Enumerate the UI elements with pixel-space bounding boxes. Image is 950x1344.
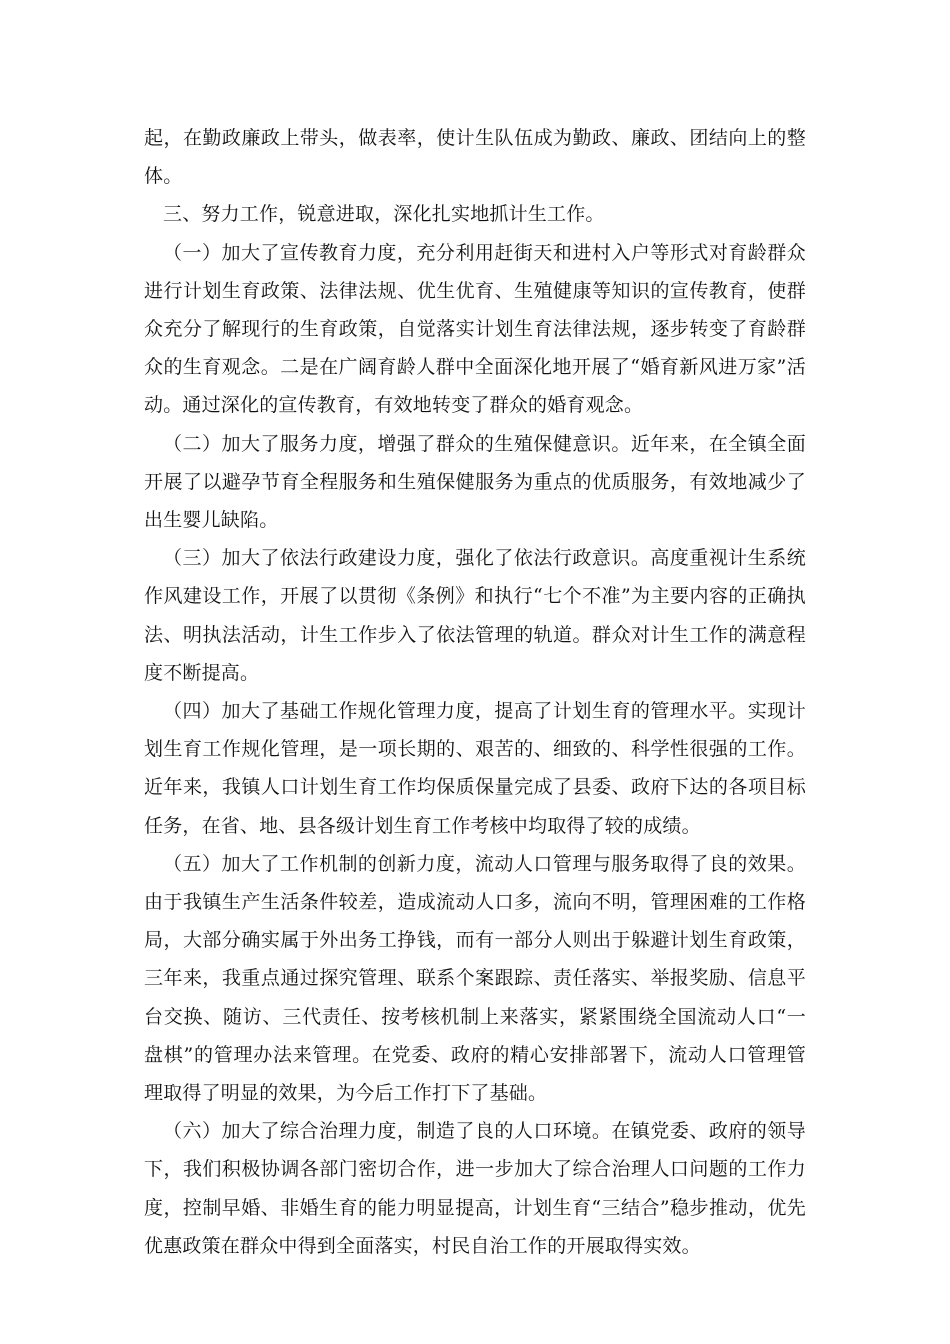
paragraph-item-1: （一）加大了宣传教育力度，充分利用赶街天和进村入户等形式对育龄群众进行计划生育政策、法律法规、优生优育、生殖健康等知识的宣传教育，使群众充分了解现行的生育政策，自觉落实计划生育法律法规，逐步转变了育龄群众的生育观念。二是在广阔育龄人群中全面深化地开展了“婚育新风进万家”活动。通过深化的宣传教育，有效地转变了群众的婚育观念。: [144, 241, 806, 417]
paragraph-item-3: （三）加大了依法行政建设力度，强化了依法行政意识。高度重视计生系统作风建设工作，开展了以贯彻《条例》和执行“七个不准”为主要内容的正确执法、明执法活动，计生工作步入了依法管理的轨道。群众对计生工作的满意程度不断提高。: [144, 547, 806, 684]
paragraph-continuation: 起，在勤政廉政上带头，做表率，使计生队伍成为勤政、廉政、团结向上的整体。: [144, 127, 806, 188]
section-heading-three: 三、努力工作，锐意进取，深化扎实地抓计生工作。: [163, 203, 605, 226]
paragraph-item-6: （六）加大了综合治理力度，制造了良的人口环境。在镇党委、政府的领导下，我们积极协调各部门密切合作，进一步加大了综合治理人口问题的工作力度，控制早婚、非婚生育的能力明显提高，计划生育“三结合”稳步推动，优先优惠政策在群众中得到全面落实，村民自治工作的开展取得实效。: [144, 1120, 806, 1257]
paragraph-item-4: （四）加大了基础工作规化管理力度，提高了计划生育的管理水平。实现计划生育工作规化管理，是一项长期的、艰苦的、细致的、科学性很强的工作。近年来，我镇人口计划生育工作均保质保量完成了县委、政府下达的各项目标任务，在省、地、县各级计划生育工作考核中均取得了较的成绩。: [144, 700, 806, 837]
document-body: [144, 119, 806, 1265]
paragraph-item-2: （二）加大了服务力度，增强了群众的生殖保健意识。近年来，在全镇全面开展了以避孕节育全程服务和生殖保健服务为重点的优质服务，有效地减少了出生婴儿缺陷。: [144, 432, 806, 532]
paragraph-item-5: （五）加大了工作机制的创新力度，流动人口管理与服务取得了良的效果。由于我镇生产生活条件较差，造成流动人口多，流向不明，管理困难的工作格局，大部分确实属于外出务工挣钱，而有一部分人则出于躲避计划生育政策，三年来，我重点通过探究管理、联系个案跟踪、责任落实、举报奖励、信息平台交换、随访、三代责任、按考核机制上来落实，紧紧围绕全国流动人口“一盘棋”的管理办法来管理。在党委、政府的精心安排部署下，流动人口管理管理取得了明显的效果，为今后工作打下了基础。: [144, 852, 806, 1105]
